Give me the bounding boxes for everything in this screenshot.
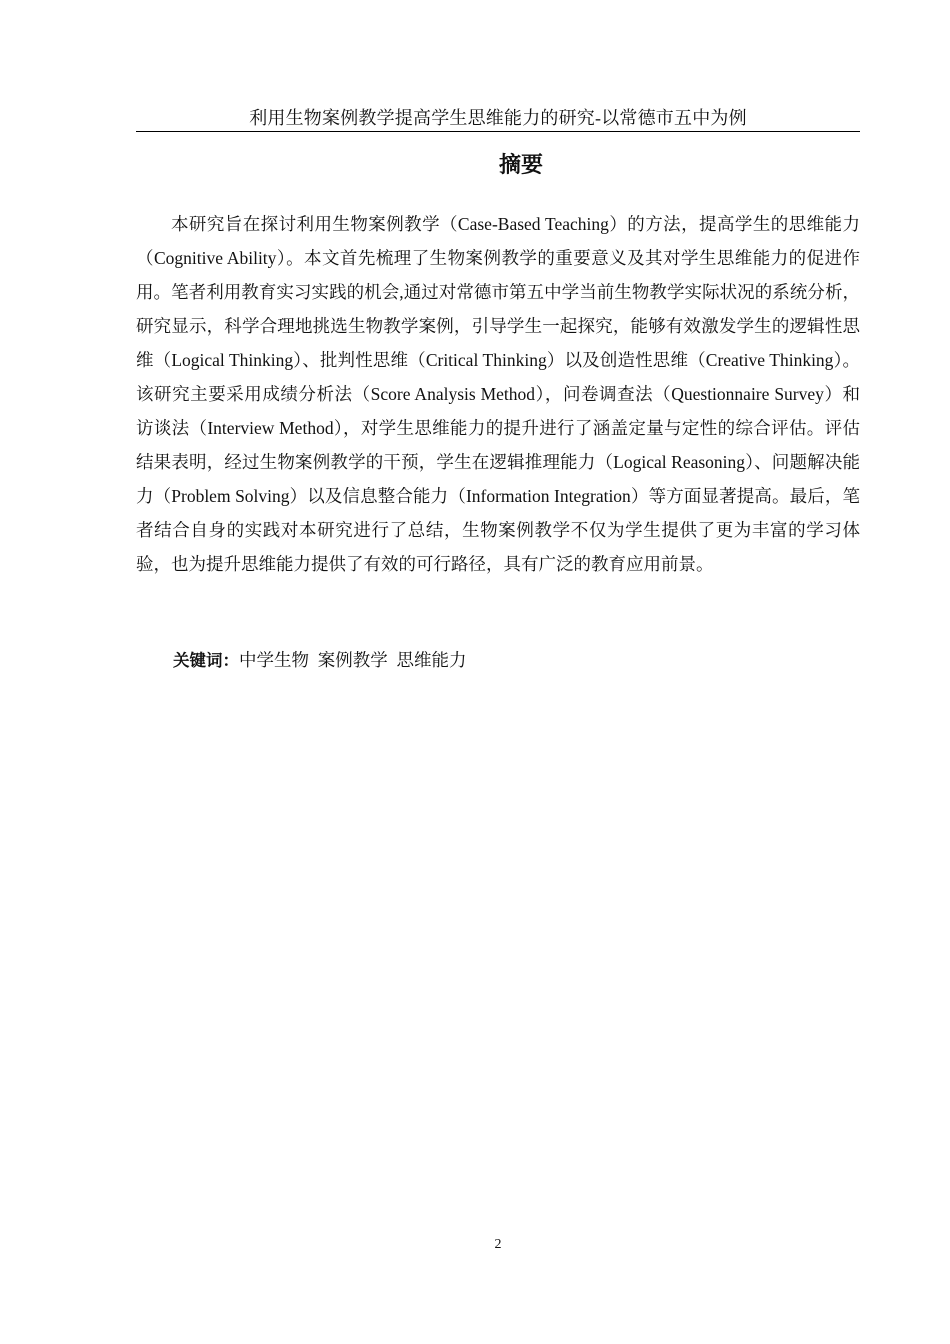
keyword-item: 中学生物 (239, 650, 309, 670)
keyword-item: 思维能力 (396, 650, 467, 670)
header-divider (136, 131, 860, 132)
keyword-item: 案例教学 (317, 650, 388, 670)
running-header: 利用生物案例教学提高学生思维能力的研究-以常德市五中为例 (249, 108, 747, 128)
abstract-title: 摘要 (498, 153, 543, 178)
keywords-label: 关键词： (173, 651, 239, 670)
abstract-body: 本研究旨在探讨利用生物案例教学（Case-Based Teaching）的方法，提高学生的思维能力（Cognitive Ability）。本文首先梳理了生物案例教学的重要意义及其对学生思维能力的促进作用。笔者利用教育实习实践的机会,通过对常德市第五中学当前生物教学实际状况的系统分析，研究显示，科学合理地挑选生物教学案例，引导学生一起探究，能够有效激发学生的逻辑性思维（Logical Thinking）、批判性思维（Critical Thinking）以及创造性思维（Creative Thinking）。该研究主要采用成绩分析法（Score Analysis Method），问卷调查法（Questionnaire Survey）和访谈法（Interview Method），对学生思维能力的提升进行了涵盖定量与定性的综合评估。评估结果表明，经过生物案例教学的干预，学生在逻辑推理能力（Logical Reasoning）、问题解决能力（Problem Solving）以及信息整合能力（Information Integration）等方面显著提高。最后，笔者结合自身的实践对本研究进行了总结，生物案例教学不仅为学生提供了更为丰富的学习体验，也为提升思维能力提供了有效的可行路径，具有广泛的教育应用前景。 (136, 214, 860, 574)
page-number: 2 (494, 1237, 502, 1252)
keywords-line (173, 644, 860, 677)
